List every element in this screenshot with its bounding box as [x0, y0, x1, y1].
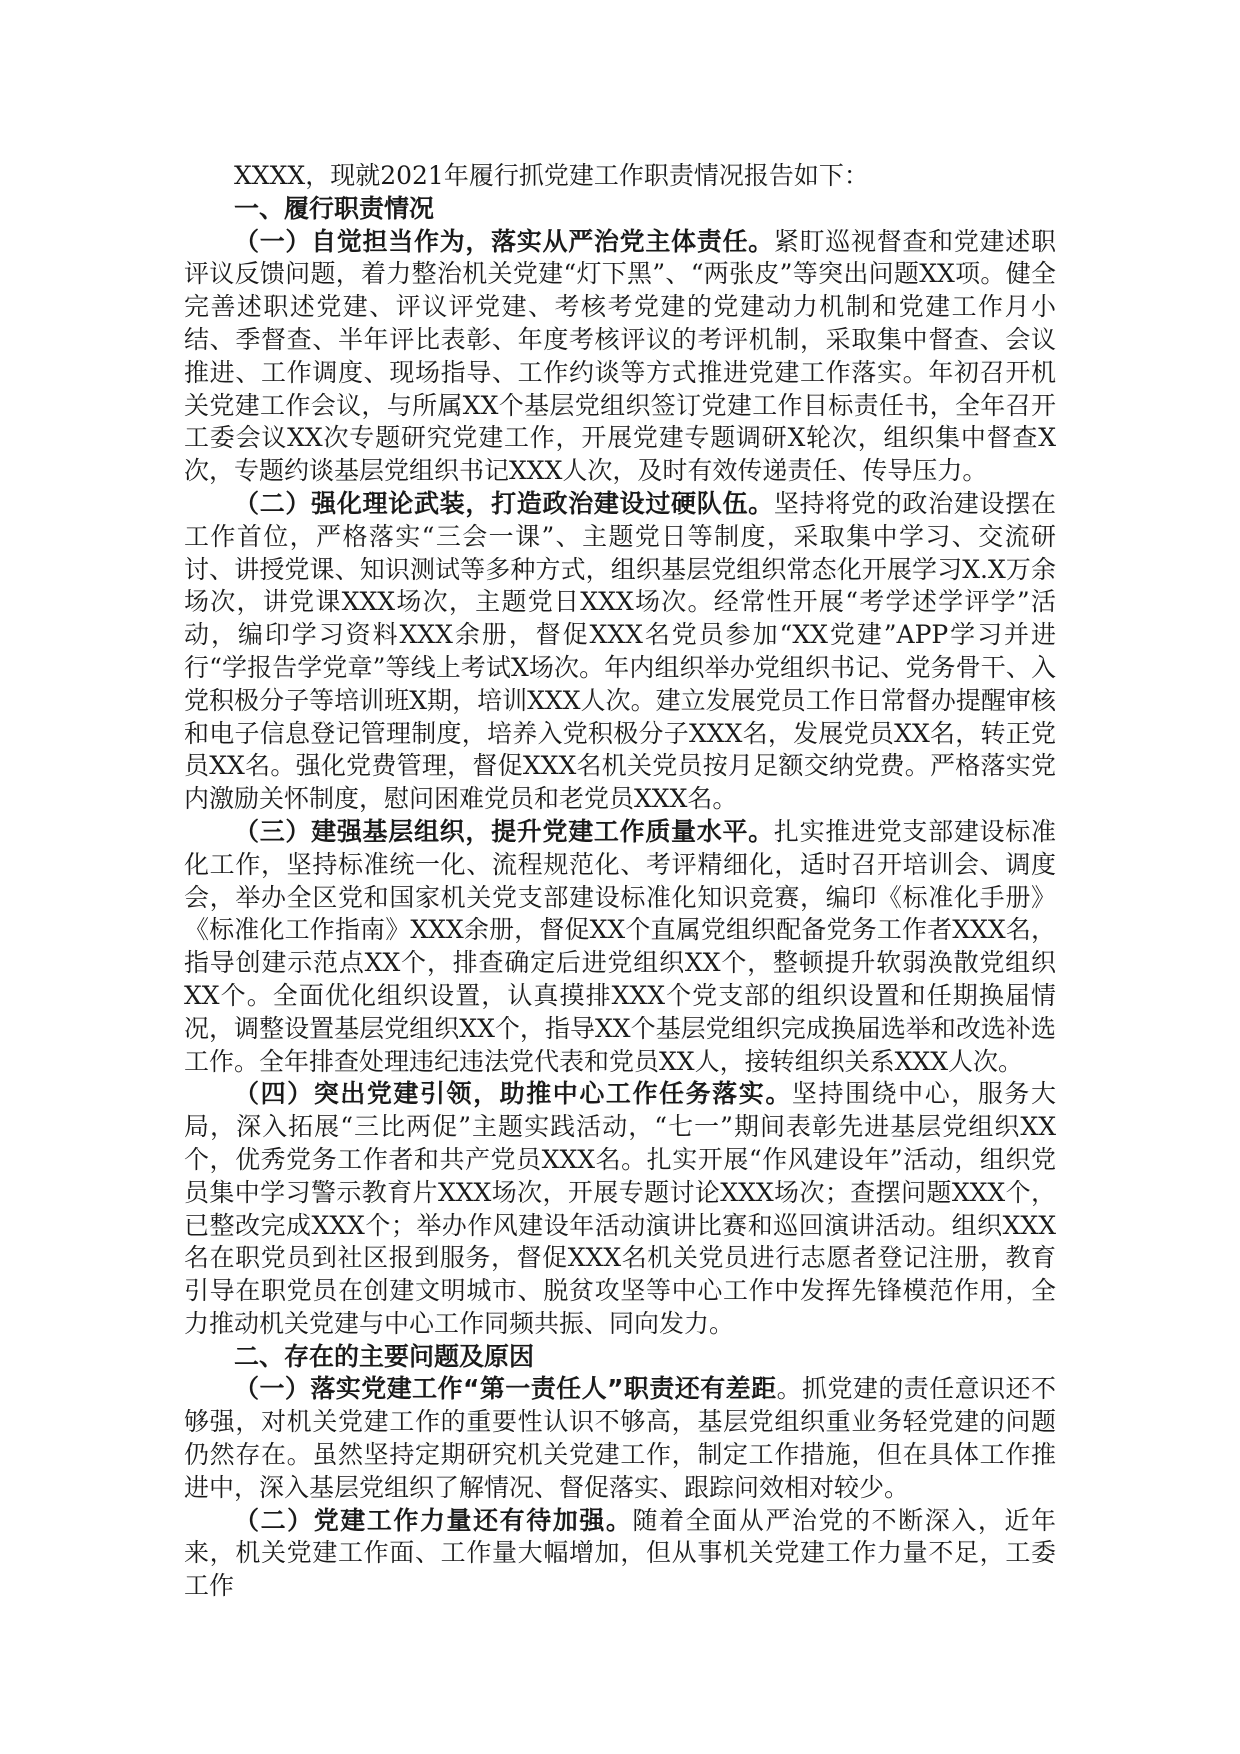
paragraph-lead: （一）自觉担当作为，落实从严治党主体责任。 [234, 226, 774, 256]
paragraph-body: 坚持围绕中心，服务大局，深入拓展“三比两促”主题实践活动，“七一”期间表彰先进基层党组织XX个，优秀党务工作者和共产党员XXX名。扎实开展“作风建设年”活动，组织党员集中学习警示教育片XXX场次，开展专题讨论XXX场次；查摆问题XXX个，已整改完成XXX个；举办作风建设年活动演讲比赛和巡回演讲活动。组织XXX名在职党员到社区报到服务，督促XXX名机关党员进行志愿者登记注册，教育引导在职党员在创建文明城市、脱贫攻坚等中心工作中发挥先锋模范作用，全力推动机关党建与中心工作同频共振、同向发力。 [184, 1079, 1056, 1338]
document-page [184, 160, 1056, 1603]
paragraph-lead: （四）突出党建引领，助推中心工作任务落实。 [234, 1079, 792, 1109]
paragraph-body: 扎实推进党支部建设标准化工作，坚持标准统一化、流程规范化、考评精细化，适时召开培训会、调度会，举办全区党和国家机关党支部建设标准化知识竞赛，编印《标准化手册》《标准化工作指南》XXX余册，督促XX个直属党组织配备党务工作者XXX名，指导创建示范点XX个，排查确定后进党组织XX个，整顿提升软弱涣散党组织XX个。全面优化组织设置，认真摸排XXX个党支部的组织设置和任期换届情况，调整设置基层党组织XX个，指导XX个基层党组织完成换届选举和改选补选工作。全年排查处理违纪违法党代表和党员XX人，接转组织关系XXX人次。 [184, 816, 1056, 1076]
paragraph-body: 紧盯巡视督查和党建述职评议反馈问题，着力整治机关党建“灯下黑”、“两张皮”等突出问题XX项。健全完善述职述党建、评议评党建、考核考党建的党建动力机制和党建工作月小结、季督查、半年评比表彰、年度考核评议的考评机制，采取集中督查、会议推进、工作调度、现场指导、工作约谈等方式推进党建工作落实。年初召开机关党建工作会议，与所属XX个基层党组织签订党建工作目标责任书，全年召开工委会议XX次专题研究党建工作，开展党建专题调研X轮次，组织集中督查X次，专题约谈基层党组织书记XXX人次，及时有效传递责任、传导压力。 [184, 226, 1056, 486]
paragraph-body: 随着全面从严治党的不断深入，近年来，机关党建工作面、工作量大幅增加，但从事机关党建工作力量不足，工委工作 [184, 1505, 1056, 1601]
paragraph-1-2 [184, 488, 1056, 816]
paragraph-1-1 [184, 226, 1056, 488]
paragraph-1-4 [184, 1078, 1056, 1340]
paragraph-body: 。抓党建的责任意识还不够强，对机关党建工作的重要性认识不够高，基层党组织重业务轻党建的问题仍然存在。虽然坚持定期研究机关党建工作，制定工作措施，但在具体工作推进中，深入基层党组织了解情况、督促落实、跟踪问效相对较少。 [184, 1374, 1056, 1502]
paragraph-lead: （二）强化理论武装，打造政治建设过硬队伍。 [234, 488, 774, 518]
paragraph-body: 坚持将党的政治建设摆在工作首位，严格落实“三会一课”、主题党日等制度，采取集中学习、交流研讨、讲授党课、知识测试等多种方式，组织基层党组织常态化开展学习X.X万余场次，讲党课XXX场次，主题党日XXX场次。经常性开展“考学述学评学”活动，编印学习资料XXX余册，督促XXX名党员参加“XX党建”APP学习并进行“学报告学党章”等线上考试X场次。年内组织举办党组织书记、党务骨干、入党积极分子等培训班X期，培训XXX人次。建立发展党员工作日常督办提醒审核和电子信息登记管理制度，培养入党积极分子XXX名，发展党员XX名，转正党员XX名。强化党费管理，督促XXX名机关党员按月足额交纳党费。严格落实党内激励关怀制度，慰问困难党员和老党员XXX名。 [184, 488, 1056, 814]
paragraph-lead: （一）落实党建工作“第一责任人”职责还有差距 [234, 1374, 777, 1404]
section-heading-1: 一、履行职责情况 [234, 193, 435, 223]
paragraph-2-2 [184, 1505, 1056, 1603]
paragraph-1-3 [184, 816, 1056, 1078]
intro-paragraph: XXXX，现就2021年履行抓党建工作职责情况报告如下： [234, 161, 869, 190]
paragraph-lead: （三）建强基层组织，提升党建工作质量水平。 [234, 816, 774, 846]
paragraph-2-1 [184, 1373, 1056, 1504]
paragraph-lead: （二）党建工作力量还有待加强。 [234, 1505, 633, 1535]
section-heading-2: 二、存在的主要问题及原因 [234, 1341, 535, 1371]
